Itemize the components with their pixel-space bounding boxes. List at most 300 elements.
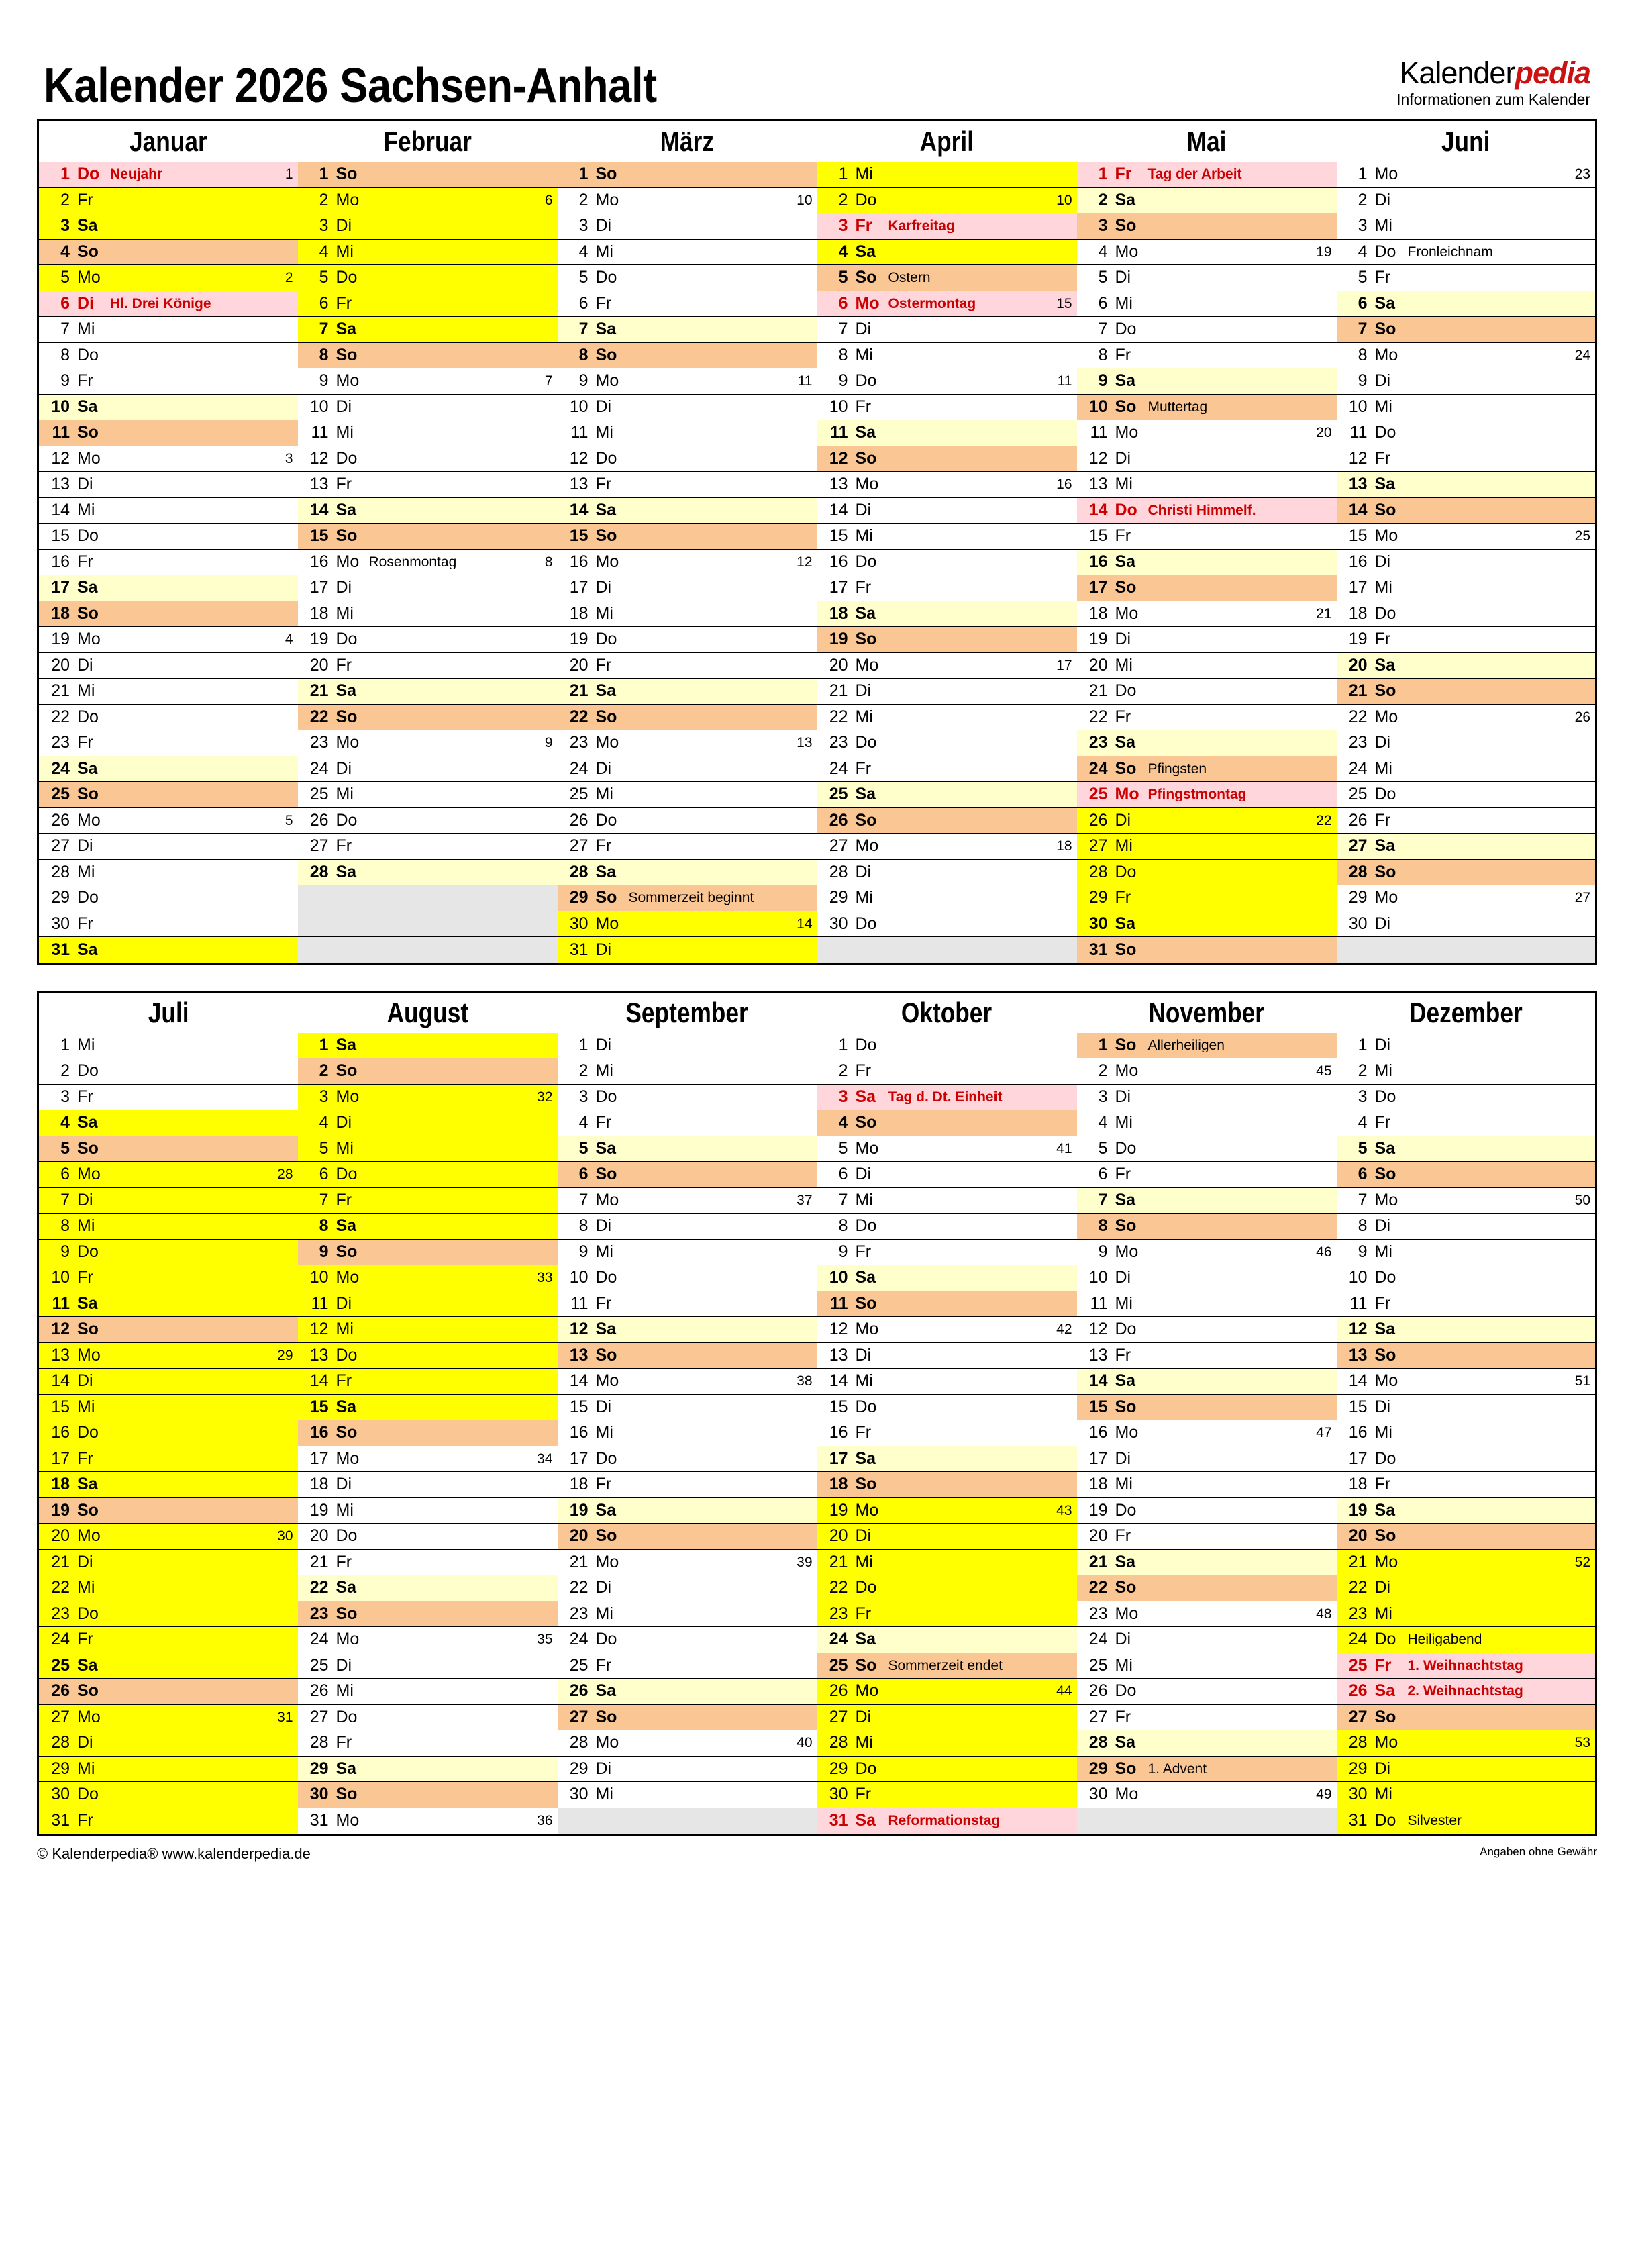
- day-number: 26: [51, 1681, 70, 1701]
- day-number: 21: [1348, 681, 1368, 701]
- day-number: 26: [1348, 810, 1368, 830]
- day-row: [558, 1627, 817, 1653]
- day-weekday: Di: [77, 1733, 93, 1753]
- day-row: [817, 524, 1077, 550]
- day-number: 13: [51, 475, 70, 494]
- day-number: 5: [578, 268, 589, 287]
- day-number: 20: [829, 655, 848, 675]
- month-name: September: [625, 996, 749, 1028]
- day-weekday: Mi: [595, 1061, 613, 1081]
- day-row: [1337, 265, 1596, 291]
- day-row: [558, 808, 817, 834]
- day-weekday: Mo: [855, 836, 879, 856]
- day-number: 7: [60, 1190, 70, 1210]
- day-row: [298, 1653, 558, 1679]
- day-number: 28: [829, 1733, 848, 1753]
- day-row: [1337, 1472, 1596, 1498]
- day-weekday: Do: [77, 1604, 99, 1623]
- day-row: [39, 1369, 298, 1395]
- day-number: 10: [51, 397, 70, 416]
- day-row: [298, 705, 558, 731]
- day-weekday: Di: [336, 758, 352, 778]
- day-weekday: Fr: [595, 475, 612, 494]
- calendar-table-first-half: [37, 119, 1597, 965]
- footer-copyright: © Kalenderpedia® www.kalenderpedia.de: [37, 1845, 311, 1862]
- day-row: [558, 1446, 817, 1473]
- day-weekday: Mo: [595, 1371, 619, 1391]
- day-weekday: Sa: [77, 758, 98, 778]
- day-weekday: Do: [855, 190, 877, 209]
- day-row: [817, 1291, 1077, 1318]
- day-weekday: Sa: [1374, 475, 1396, 494]
- week-number: 11: [797, 373, 813, 389]
- day-row: [1077, 1395, 1337, 1421]
- day-number: 31: [1088, 940, 1108, 959]
- day-weekday: Do: [595, 1448, 617, 1468]
- day-row: [1077, 1110, 1337, 1136]
- week-number: 40: [797, 1735, 813, 1751]
- day-row: [1337, 1265, 1596, 1291]
- day-weekday: Mo: [855, 1320, 879, 1339]
- day-weekday: Mi: [855, 1552, 873, 1571]
- day-row: [1077, 1162, 1337, 1188]
- day-number: 13: [1348, 1345, 1368, 1365]
- day-row: [1077, 1033, 1337, 1059]
- day-number: 28: [309, 862, 329, 881]
- month-column: [1077, 162, 1337, 964]
- day-row: [298, 756, 558, 783]
- day-weekday: So: [595, 526, 617, 546]
- day-row: [39, 1575, 298, 1601]
- day-number: 30: [829, 914, 848, 933]
- day-row: [39, 1705, 298, 1731]
- day-note: Pfingstmontag: [1147, 787, 1247, 802]
- day-weekday: Mi: [1115, 1655, 1133, 1675]
- day-row: [817, 498, 1077, 524]
- day-number: 17: [51, 578, 70, 597]
- day-number: 5: [319, 1138, 329, 1158]
- day-row: [817, 291, 1077, 317]
- day-weekday: Fr: [855, 1604, 872, 1623]
- day-number: 4: [838, 242, 848, 261]
- day-number: 7: [1358, 319, 1368, 339]
- day-weekday: Fr: [855, 1423, 872, 1442]
- day-weekday: Sa: [1115, 371, 1136, 391]
- day-number: 28: [1088, 862, 1108, 881]
- day-row: [1077, 395, 1337, 421]
- day-row: [817, 705, 1077, 731]
- day-weekday: Mi: [77, 1216, 95, 1236]
- day-weekday: Mo: [1115, 1604, 1139, 1623]
- day-row: [1077, 1188, 1337, 1214]
- day-weekday: So: [336, 164, 358, 184]
- day-number: 29: [569, 1759, 589, 1778]
- month-column: [817, 1033, 1077, 1835]
- day-weekday: Mi: [1374, 578, 1392, 597]
- day-number: 18: [309, 603, 329, 623]
- day-weekday: Mi: [595, 1423, 613, 1442]
- day-number: 6: [838, 293, 848, 313]
- day-weekday: Fr: [77, 1448, 93, 1468]
- day-number: 9: [1358, 1242, 1368, 1261]
- day-row: [817, 368, 1077, 395]
- day-row: [558, 1265, 817, 1291]
- day-number: 6: [319, 1165, 329, 1184]
- day-weekday: So: [77, 1681, 99, 1701]
- day-number: 24: [51, 758, 70, 778]
- day-note: Neujahr: [110, 167, 163, 182]
- logo-wordmark: [1396, 58, 1590, 88]
- day-number: 24: [829, 758, 848, 778]
- day-weekday: Fr: [336, 475, 352, 494]
- day-weekday: Mo: [336, 733, 360, 752]
- day-row: [39, 1627, 298, 1653]
- day-weekday: Sa: [855, 1630, 876, 1649]
- month-header: [558, 121, 817, 162]
- day-number: 18: [309, 1475, 329, 1494]
- day-weekday: So: [77, 1320, 99, 1339]
- day-row: [1337, 1524, 1596, 1550]
- day-number: 21: [309, 681, 329, 701]
- day-weekday: Fr: [336, 1733, 352, 1753]
- day-row: [39, 885, 298, 911]
- day-number: 18: [1088, 603, 1108, 623]
- day-row: [817, 1446, 1077, 1473]
- day-row: [39, 343, 298, 369]
- day-number: 14: [1088, 1371, 1108, 1391]
- day-weekday: Mi: [1115, 836, 1133, 856]
- day-row: [817, 472, 1077, 498]
- day-number: 25: [51, 1655, 70, 1675]
- day-number: 12: [1088, 1320, 1108, 1339]
- day-row: [298, 1033, 558, 1059]
- day-weekday: Fr: [595, 1655, 612, 1675]
- page-footer: [37, 1845, 1597, 1863]
- day-row: [1337, 213, 1596, 240]
- day-row: [298, 1110, 558, 1136]
- day-weekday: Sa: [77, 216, 98, 236]
- day-number: 29: [1348, 1759, 1368, 1778]
- day-row: [1077, 860, 1337, 886]
- day-weekday: Mo: [595, 733, 619, 752]
- day-row: [39, 1472, 298, 1498]
- week-number: 10: [797, 192, 813, 208]
- day-row: [558, 395, 817, 421]
- day-number: 9: [838, 1242, 848, 1261]
- day-number: 28: [829, 862, 848, 881]
- day-row: [1077, 265, 1337, 291]
- day-number: 16: [309, 1423, 329, 1442]
- day-number: 26: [1348, 1681, 1368, 1701]
- day-row: [558, 368, 817, 395]
- day-row: [817, 937, 1077, 963]
- day-row: [39, 1162, 298, 1188]
- day-weekday: Di: [1374, 1578, 1391, 1597]
- day-weekday: Mo: [855, 1681, 879, 1701]
- day-weekday: Fr: [336, 1190, 352, 1210]
- day-weekday: Mi: [855, 1371, 873, 1391]
- day-number: 20: [1348, 655, 1368, 675]
- day-number: 25: [1348, 785, 1368, 804]
- page-header: [37, 0, 1597, 119]
- day-number: 9: [838, 371, 848, 391]
- day-row: [1337, 1291, 1596, 1318]
- day-weekday: Fr: [1374, 1113, 1391, 1132]
- month-name: Februar: [383, 126, 472, 157]
- day-row: [1077, 1498, 1337, 1524]
- day-row: [298, 1343, 558, 1369]
- day-weekday: Di: [336, 1293, 352, 1313]
- day-number: 13: [1088, 1345, 1108, 1365]
- day-number: 2: [1358, 1061, 1368, 1081]
- day-row: [558, 1214, 817, 1240]
- day-row: [298, 808, 558, 834]
- day-weekday: So: [855, 448, 877, 468]
- day-row: [558, 1653, 817, 1679]
- day-number: 12: [1088, 448, 1108, 468]
- day-number: 17: [829, 1448, 848, 1468]
- week-number: 51: [1574, 1373, 1590, 1389]
- day-number: 15: [309, 526, 329, 546]
- week-number: 7: [544, 373, 553, 389]
- day-row: [558, 188, 817, 214]
- day-number: 27: [829, 836, 848, 856]
- day-row: [39, 1085, 298, 1111]
- day-weekday: So: [1115, 1216, 1137, 1236]
- day-weekday: Di: [855, 500, 872, 520]
- week-number: 41: [1056, 1140, 1072, 1156]
- day-number: 1: [838, 164, 848, 184]
- day-number: 8: [60, 345, 70, 364]
- day-number: 21: [829, 681, 848, 701]
- day-number: 16: [569, 552, 589, 571]
- day-number: 15: [569, 526, 589, 546]
- day-row: [1077, 1214, 1337, 1240]
- day-weekday: Fr: [595, 1113, 612, 1132]
- day-number: 10: [569, 1268, 589, 1287]
- day-weekday: Di: [77, 1190, 93, 1210]
- day-row: [39, 472, 298, 498]
- day-row: [39, 601, 298, 628]
- day-row: [1337, 1317, 1596, 1343]
- week-number: 38: [797, 1373, 813, 1389]
- day-row: [558, 782, 817, 808]
- day-row: [817, 808, 1077, 834]
- day-row: [39, 1550, 298, 1576]
- week-number: 17: [1056, 657, 1072, 673]
- day-number: 23: [1088, 733, 1108, 752]
- day-weekday: Sa: [595, 1320, 617, 1339]
- day-weekday: So: [1374, 1345, 1396, 1365]
- month-header: [817, 991, 1077, 1033]
- day-number: 28: [1348, 1733, 1368, 1753]
- day-number: 27: [51, 836, 70, 856]
- day-number: 27: [1348, 1707, 1368, 1726]
- day-row: [39, 1601, 298, 1628]
- day-weekday: Do: [336, 268, 358, 287]
- day-row: [1077, 1705, 1337, 1731]
- day-row: [39, 1679, 298, 1705]
- day-note: Tag d. Dt. Einheit: [888, 1089, 1003, 1104]
- day-row: [39, 575, 298, 601]
- day-number: 14: [51, 1371, 70, 1391]
- day-row: [1077, 1575, 1337, 1601]
- day-row: [817, 1550, 1077, 1576]
- day-row: [298, 188, 558, 214]
- day-number: 14: [829, 500, 848, 520]
- day-number: 15: [569, 1397, 589, 1416]
- day-weekday: Do: [1115, 1681, 1137, 1701]
- day-number: 27: [1088, 1707, 1108, 1726]
- day-weekday: Fr: [1374, 810, 1391, 830]
- day-row: [558, 1110, 817, 1136]
- day-weekday: Fr: [855, 1061, 872, 1081]
- day-number: 24: [569, 758, 589, 778]
- day-number: 8: [1358, 1216, 1368, 1236]
- day-number: 30: [1348, 914, 1368, 933]
- day-number: 31: [569, 940, 589, 959]
- day-weekday: Fr: [77, 371, 93, 391]
- month-header: [38, 991, 298, 1033]
- day-row: [298, 1317, 558, 1343]
- day-row: [298, 317, 558, 343]
- day-number: 30: [569, 1785, 589, 1804]
- day-number: 5: [1358, 268, 1368, 287]
- day-weekday: Sa: [1374, 1138, 1396, 1158]
- week-number: 33: [537, 1270, 553, 1286]
- day-row: [1337, 291, 1596, 317]
- day-weekday: Sa: [1115, 1190, 1136, 1210]
- day-row: [1337, 240, 1596, 266]
- day-note: Rosenmontag: [368, 554, 457, 569]
- day-weekday: Mi: [595, 242, 613, 261]
- day-number: 18: [1088, 1475, 1108, 1494]
- day-weekday: Mo: [595, 1190, 619, 1210]
- day-weekday: So: [336, 1061, 358, 1081]
- week-number: 3: [285, 450, 293, 466]
- day-note: Heiligabend: [1407, 1632, 1482, 1647]
- day-weekday: So: [1374, 1526, 1396, 1546]
- day-weekday: Mo: [77, 1707, 101, 1726]
- day-weekday: Di: [855, 681, 872, 701]
- day-weekday: Sa: [77, 397, 98, 416]
- day-weekday: Di: [595, 940, 612, 959]
- day-number: 11: [1090, 423, 1108, 442]
- day-row: [1337, 679, 1596, 705]
- day-note: Karfreitag: [888, 219, 955, 234]
- day-number: 31: [51, 1811, 70, 1830]
- day-weekday: Mi: [595, 1604, 613, 1623]
- month-column: [558, 162, 817, 964]
- day-row: [1337, 756, 1596, 783]
- day-number: 25: [1088, 1655, 1108, 1675]
- day-number: 13: [1348, 475, 1368, 494]
- day-row: [298, 1550, 558, 1576]
- day-weekday: Do: [595, 1268, 617, 1287]
- day-row: [1337, 1653, 1596, 1679]
- day-note: Ostermontag: [888, 296, 976, 311]
- day-number: 20: [51, 1526, 70, 1546]
- month-header-row: [38, 121, 1596, 162]
- day-weekday: Fr: [855, 1785, 872, 1804]
- day-number: 23: [829, 733, 848, 752]
- day-row: [817, 1162, 1077, 1188]
- day-number: 31: [1348, 1811, 1368, 1830]
- day-weekday: Mo: [1374, 888, 1398, 907]
- day-number: 16: [51, 552, 70, 571]
- day-row: [558, 575, 817, 601]
- day-weekday: Di: [1115, 1087, 1131, 1106]
- day-number: 24: [51, 1630, 70, 1649]
- day-number: 10: [1348, 397, 1368, 416]
- day-number: 28: [51, 862, 70, 881]
- day-weekday: So: [595, 1526, 617, 1546]
- day-row: [1077, 1085, 1337, 1111]
- day-row: [558, 860, 817, 886]
- month-name: Juli: [148, 996, 189, 1028]
- day-row: [558, 291, 817, 317]
- day-row: [298, 446, 558, 473]
- day-row: [817, 1627, 1077, 1653]
- day-weekday: Mi: [855, 526, 873, 546]
- day-row: [1337, 524, 1596, 550]
- day-number: 20: [309, 1526, 329, 1546]
- day-row: [1337, 343, 1596, 369]
- day-row: [817, 1343, 1077, 1369]
- day-number: 22: [569, 1578, 589, 1597]
- day-weekday: Mi: [855, 345, 873, 364]
- day-weekday: So: [855, 268, 877, 287]
- day-row: [817, 756, 1077, 783]
- day-number: 28: [569, 862, 589, 881]
- month-name: August: [387, 996, 468, 1028]
- day-row: [558, 1808, 817, 1834]
- day-row: [298, 1162, 558, 1188]
- day-row: [39, 498, 298, 524]
- day-number: 18: [829, 603, 848, 623]
- day-weekday: Di: [77, 475, 93, 494]
- day-row: [558, 1343, 817, 1369]
- day-row: [1337, 1679, 1596, 1705]
- day-number: 20: [569, 655, 589, 675]
- day-weekday: Fr: [1115, 1345, 1131, 1365]
- day-weekday: Di: [1115, 810, 1131, 830]
- day-row: [1077, 808, 1337, 834]
- day-row: [39, 1524, 298, 1550]
- day-number: 14: [309, 1371, 329, 1391]
- day-row: [817, 885, 1077, 911]
- day-row: [558, 1240, 817, 1266]
- day-row: [1077, 1446, 1337, 1473]
- day-row: [817, 1085, 1077, 1111]
- day-row: [298, 1472, 558, 1498]
- day-number: 4: [1358, 242, 1368, 261]
- day-weekday: Mi: [1115, 293, 1133, 313]
- day-weekday: Mo: [336, 1630, 360, 1649]
- month-header: [1337, 991, 1596, 1033]
- day-weekday: Do: [595, 630, 617, 649]
- day-number: 28: [51, 1733, 70, 1753]
- day-row: [1337, 1136, 1596, 1163]
- day-number: 29: [1348, 888, 1368, 907]
- day-weekday: Mo: [1115, 1242, 1139, 1261]
- day-row: [39, 627, 298, 653]
- day-row: [1337, 1033, 1596, 1059]
- day-number: 21: [829, 1552, 848, 1571]
- week-number: 10: [1056, 192, 1072, 208]
- day-weekday: Mi: [1374, 1604, 1392, 1623]
- day-row: [558, 1730, 817, 1757]
